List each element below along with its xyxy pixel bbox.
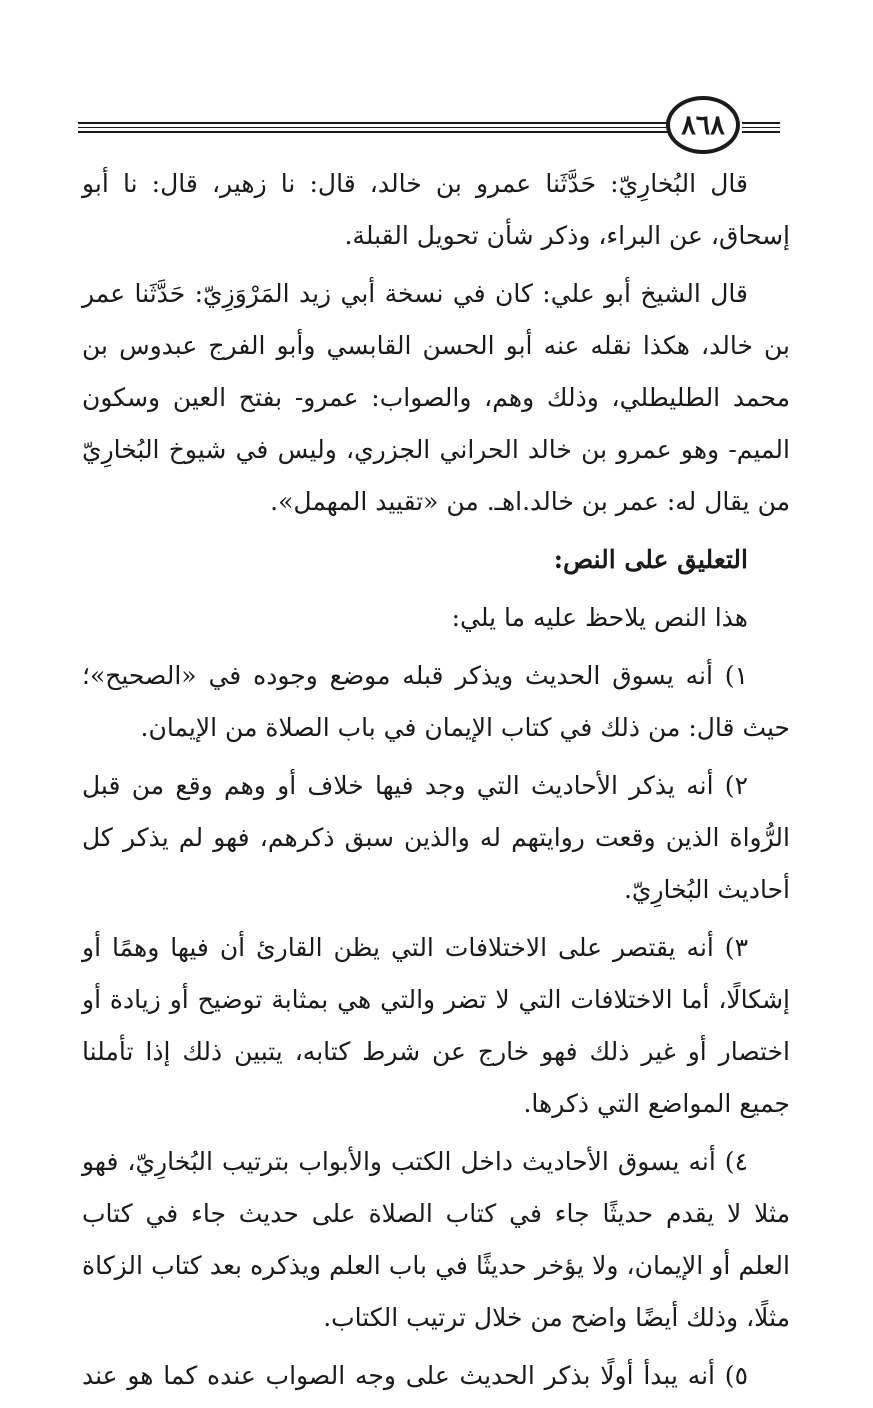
list-item-2: ٢) أنه يذكر الأحاديث التي وجد فيها خلاف أو وهم وقع من قبل الرُّواة الذين وقعت روايتهم له والذين سبق ذكرهم، فهو لم يذكر كل أحاديث البُخارِيّ. <box>82 771 790 904</box>
list-item-4: ٤) أنه يسوق الأحاديث داخل الكتب والأبواب بترتيب البُخارِيّ، فهو مثلا لا يقدم حديثًا جاء في كتاب الصلاة على حديث جاء في كتاب العلم أو الإيمان، ولا يؤخر حديثًا في باب العلم ويذكره بعد كتاب الزكاة مثلًا، وذلك أيضًا واضح من خلال ترتيب الكتاب. <box>82 1147 790 1332</box>
page-body <box>82 158 790 1408</box>
page-header <box>78 96 780 156</box>
page-number: ٨٦٨ <box>666 96 740 154</box>
list-item-1: ١) أنه يسوق الحديث ويذكر قبله موضع وجوده في «الصحيح»؛ حيث قال: من ذلك في كتاب الإيمان في باب الصلاة من الإيمان. <box>82 661 790 742</box>
paragraph-bukhari-isnad: قال البُخارِيّ: حَدَّثَنا عمرو بن خالد، قال: نا زهير، قال: نا أبو إسحاق، عن البراء، وذكر شأن تحويل القبلة. <box>82 169 790 250</box>
header-rule <box>78 122 670 136</box>
header-rule-right <box>742 122 780 136</box>
list-item-3: ٣) أنه يقتصر على الاختلافات التي يظن القارئ أن فيها وهمًا أو إشكالًا، أما الاختلافات التي لا تضر والتي هي بمثابة توضيح أو زيادة أو اختصار أو غير ذلك فهو خارج عن شرط كتابه، يتبين ذلك إذا تأملنا جميع المواضع التي ذكرها. <box>82 933 790 1118</box>
section-heading: التعليق على النص: <box>553 545 748 574</box>
list-item-5: ٥) أنه يبدأ أولًا بذكر الحديث على وجه الصواب عنده كما هو عند <box>82 1361 748 1390</box>
paragraph-abu-ali-note: قال الشيخ أبو علي: كان في نسخة أبي زيد المَرْوَزِيّ: حَدَّثَنا عمر بن خالد، هكذا نقله عنه أبو الحسن القابسي وأبو الفرج عبدوس بن محمد الطليطلي، وذلك وهم، والصواب: عمرو- بفتح العين وسكون الميم- وهو عمرو بن خالد الحراني الجزري، وليس في شيوخ البُخارِيّ من يقال له: عمر بن خالد.اهـ. من «تقييد المهمل». <box>82 279 790 516</box>
paragraph-intro: هذا النص يلاحظ عليه ما يلي: <box>451 603 748 632</box>
